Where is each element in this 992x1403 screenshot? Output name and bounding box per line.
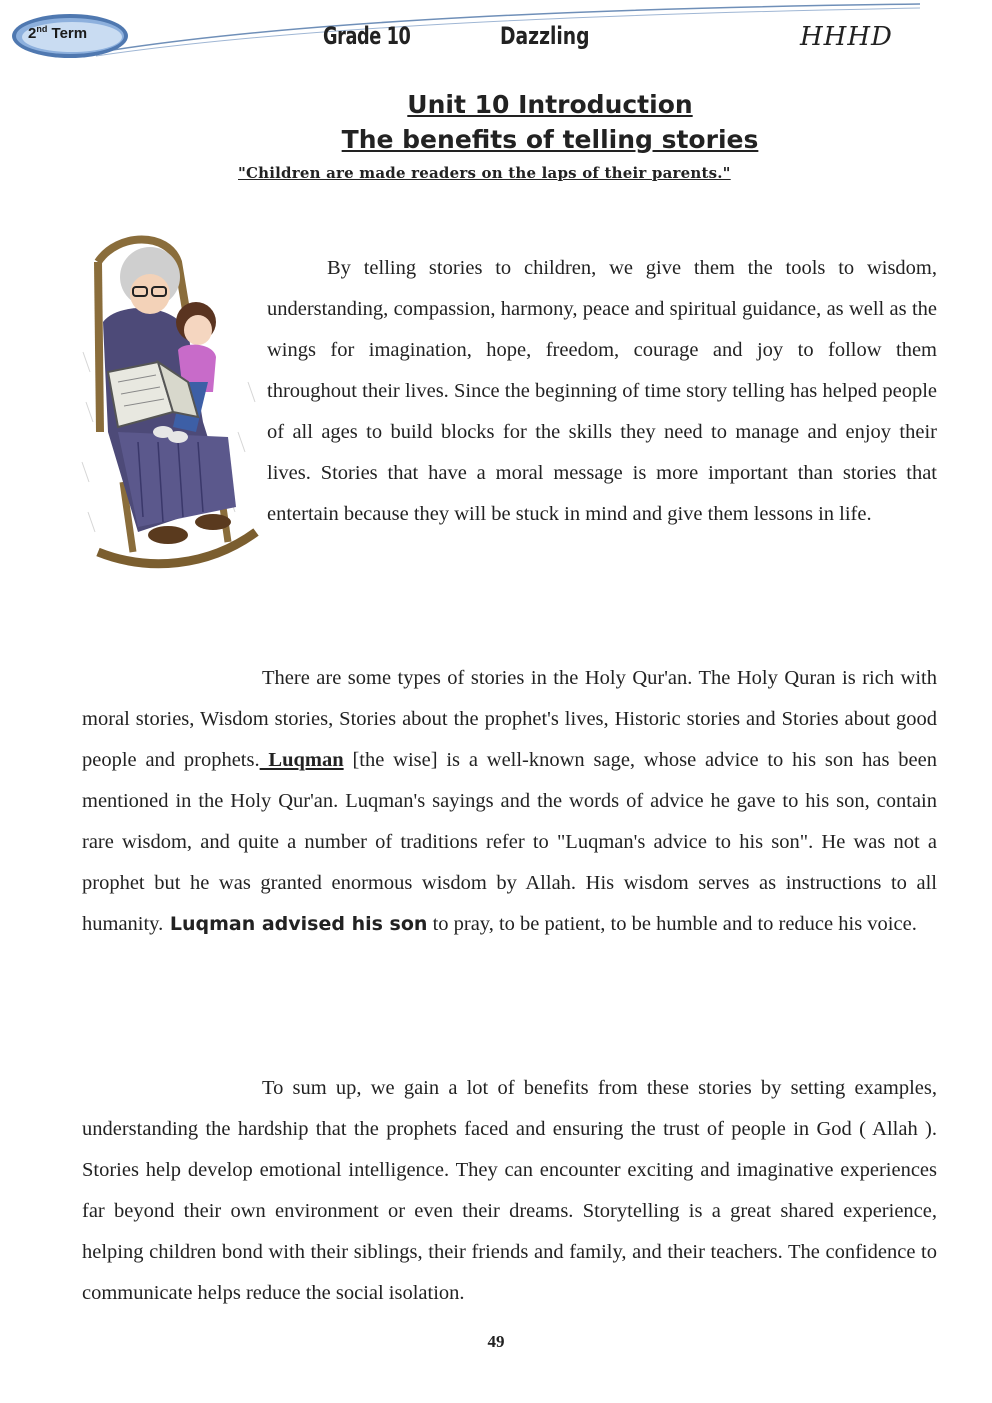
luqman-link: Luqman bbox=[259, 748, 344, 771]
luqman-advice-bold: Luqman advised his son bbox=[163, 912, 428, 935]
paragraph-1: By telling stories to children, we give them the tools to wisdom, understanding, compassion, harmony, peace and spiritual guidance, as well as the wings for imagination, hope, freedom, courage and joy to follow them throughout their lives. Since the beginning of time story telling has helped people of all ages to build blocks for the skills they need to manage and enjoy their lives. Stories that have a moral message is more important than stories that entertain because they will be stuck in mind and give them lessons in life. bbox=[267, 256, 937, 525]
topic-title: The benefits of telling stories bbox=[341, 125, 759, 154]
paragraph-3: To sum up, we gain a lot of benefits from these stories by setting examples, understanding the hardship that the prophets faced and ensuring the trust of people in God ( Allah ). Stories help develop emotional intelligence. They can encounter exciting and imaginative experiences far beyond their own environment or even their dreams. Storytelling is a great shared experience, helping children bond with their siblings, their friends and family, and their teachers. The confidence to communicate helps reduce the social isolation. bbox=[82, 1076, 937, 1304]
page-number: 49 bbox=[487, 1332, 505, 1351]
quote: "Children are made readers on the laps of their parents." bbox=[238, 164, 731, 182]
unit-title: Unit 10 Introduction bbox=[407, 90, 693, 119]
term-label: 2nd Term bbox=[28, 24, 88, 42]
author-signature: HHHD bbox=[800, 22, 893, 52]
paragraph-2 bbox=[82, 658, 937, 945]
paragraph-2-part-2: [the wise] is a well-known sage, whose advice to his son has been mentioned in the Holy Qur'an. Luqman's sayings and the words of advice he gave to his son, contain rare wisdom, and quite a number of traditions refer to "Luqman's advice to his son". He was not a prophet but he was granted enormous wisdom by Allah. His wisdom serves as instructions to all humanity. bbox=[82, 748, 937, 935]
grade-label: Grade 10 bbox=[323, 22, 411, 50]
paragraph-2-part-1: There are some types of stories in the Holy Qur'an. The Holy Quran is rich with moral stories, Wisdom stories, Stories about the prophet's lives, Historic stories and Stories about good people and prophets. bbox=[82, 666, 937, 771]
paragraph-2-part-3: to pray, to be patient, to be humble and to reduce his voice. bbox=[427, 912, 917, 935]
book-title: Dazzling bbox=[500, 22, 590, 50]
grandmother-reading-illustration bbox=[78, 232, 263, 572]
